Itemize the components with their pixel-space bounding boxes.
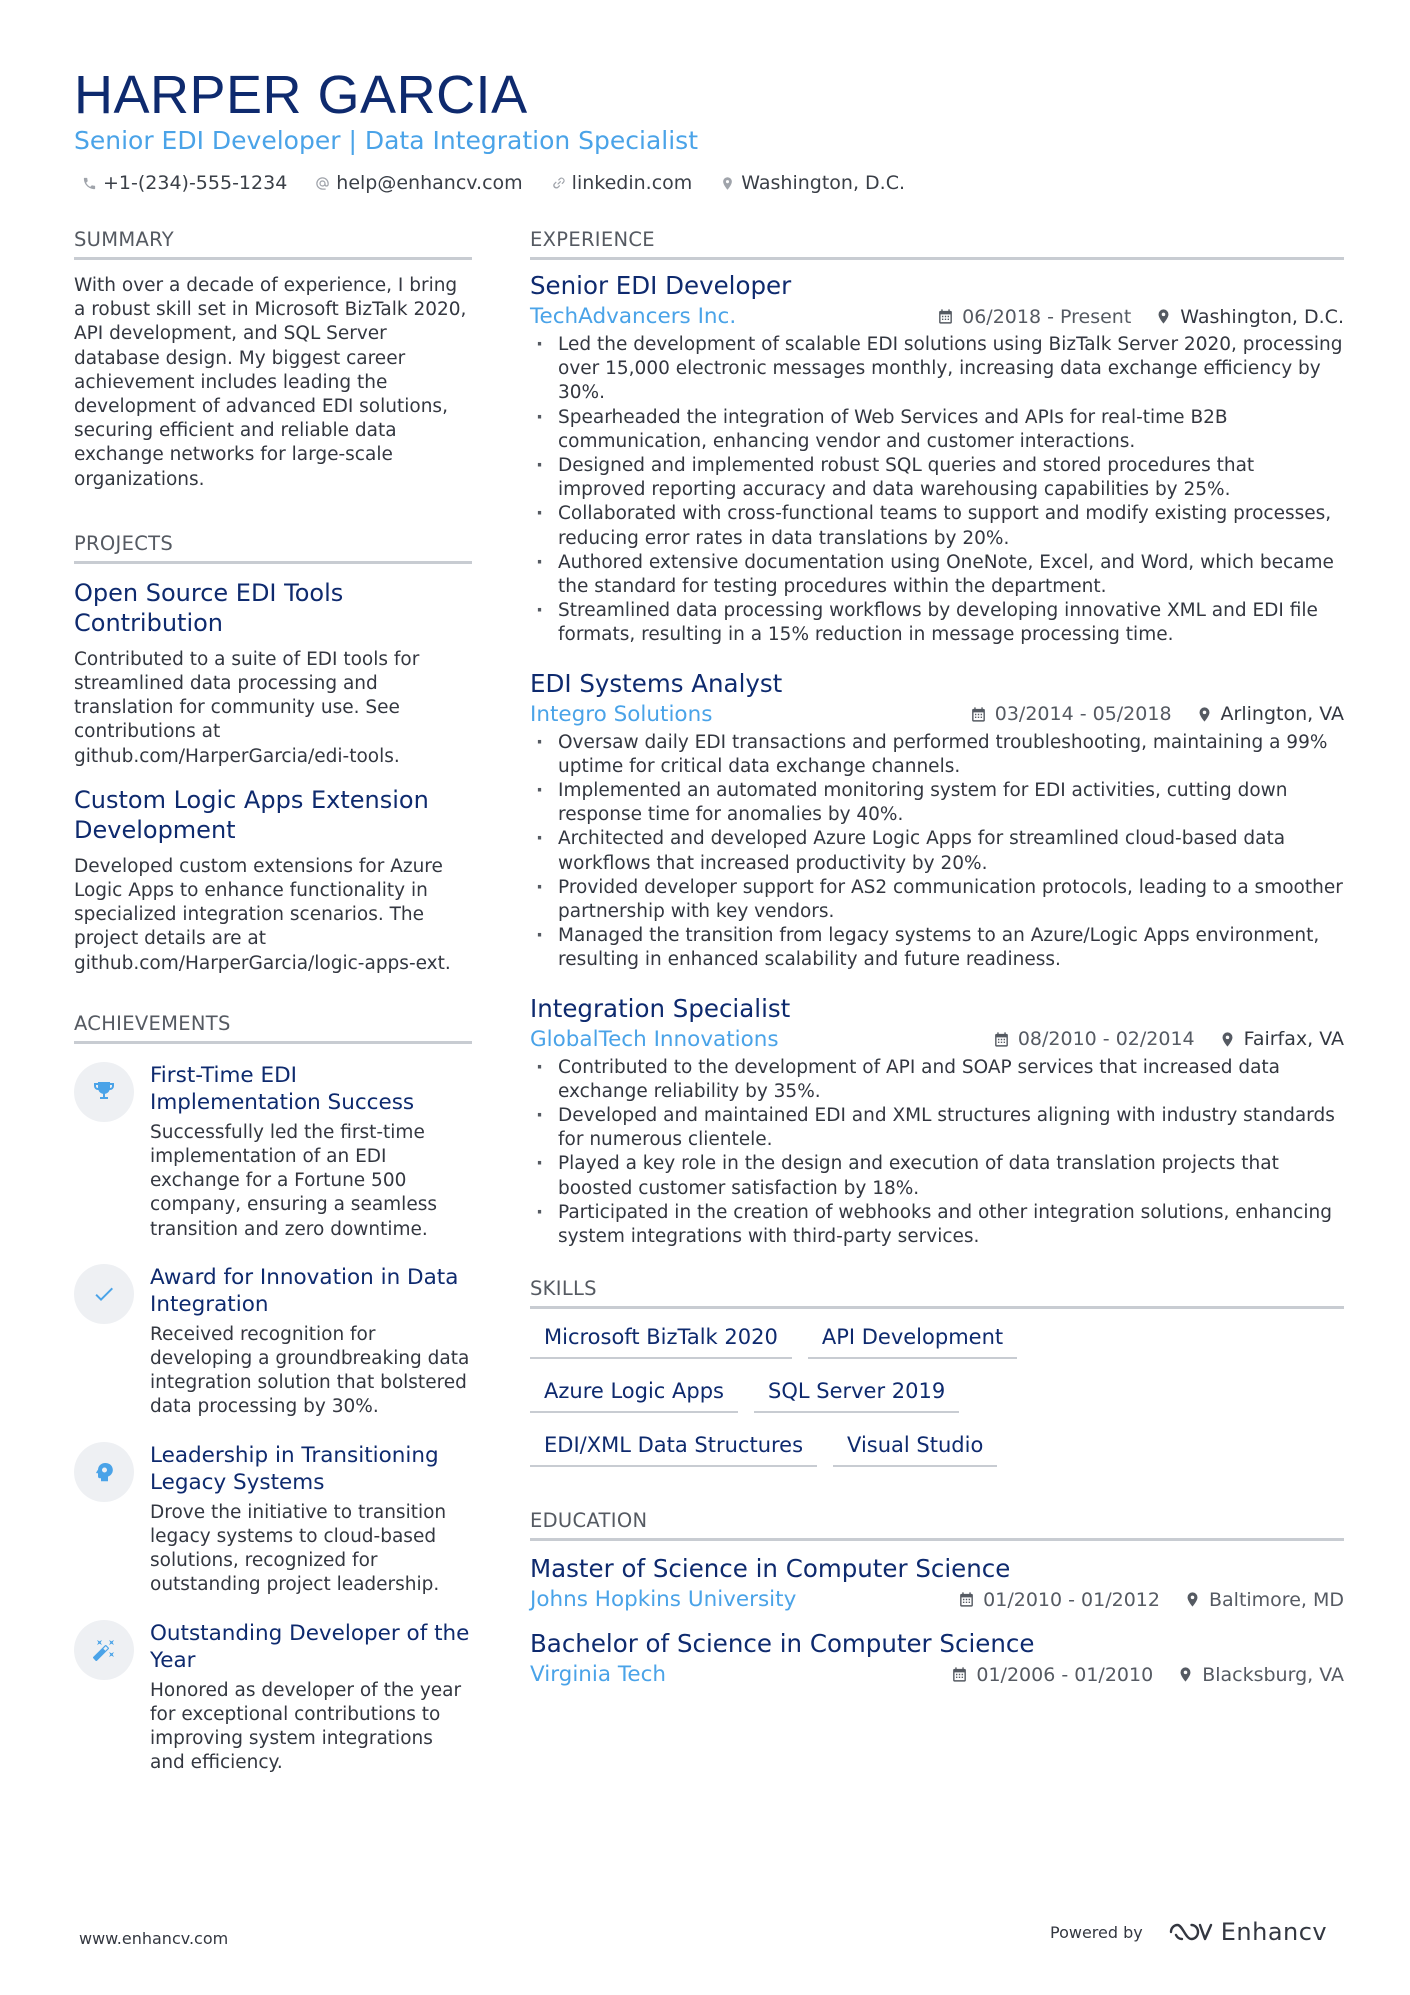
job-company: Integro Solutions	[530, 701, 713, 727]
brand-name: Enhancv	[1220, 1918, 1328, 1946]
link-icon	[551, 176, 566, 191]
education-location: Blacksburg, VA	[1202, 1663, 1344, 1686]
experience-heading: EXPERIENCE	[530, 228, 1344, 260]
projects-section	[74, 532, 472, 976]
location-pin-icon	[1155, 308, 1172, 325]
job-bullets	[530, 333, 1344, 648]
achievement-description: Successfully led the first-time implementation of an EDI exchange for a Fortune 500 company, ensuring a seamless transition and zero downtime.	[150, 1121, 437, 1240]
skill-tag: Microsoft BizTalk 2020	[530, 1319, 792, 1359]
projects-heading: PROJECTS	[74, 532, 472, 564]
project-description: Developed custom extensions for Azure Logic Apps to enhance functionality in specialized integration scenarios. The project details are at github.com/HarperGarcia/logic-apps-ext.	[74, 855, 451, 974]
job-title: EDI Systems Analyst	[530, 668, 783, 698]
calendar-icon	[958, 1591, 975, 1608]
education-section	[530, 1509, 1344, 1687]
contact-phone[interactable]	[82, 172, 287, 194]
achievement-item	[74, 1442, 472, 1598]
project-title: Open Source EDI Tools Contribution	[74, 578, 344, 637]
location-text: Washington, D.C.	[741, 172, 906, 194]
summary-section	[74, 228, 472, 492]
achievement-item	[74, 1620, 472, 1776]
job-bullet: · Played a key role in the design and execution of data translation projects that boosted customer satisfaction by 18%.	[530, 1152, 1344, 1200]
right-column	[530, 228, 1344, 1703]
degree-title: Master of Science in Computer Science	[530, 1554, 1011, 1584]
achievement-title: Outstanding Developer of the Year	[150, 1620, 470, 1673]
job-dates: 03/2014 - 05/2018	[994, 703, 1172, 726]
skill-tag: EDI/XML Data Structures	[530, 1427, 817, 1467]
job-bullet: · Oversaw daily EDI transactions and performed troubleshooting, maintaining a 99% uptime for critical data exchange channels.	[530, 731, 1344, 779]
project-item	[74, 578, 472, 769]
contact-location	[720, 172, 905, 194]
job-bullet: · Designed and implemented robust SQL queries and stored procedures that improved reporting accuracy and data warehousing capabilities by 25%.	[530, 454, 1344, 502]
project-item	[74, 785, 472, 976]
skill-tag: SQL Server 2019	[754, 1373, 959, 1413]
achievement-title: Award for Innovation in Data Integration	[150, 1264, 459, 1317]
job-location: Fairfax, VA	[1243, 1028, 1344, 1051]
job-bullet: · Implemented an automated monitoring system for EDI activities, cutting down response time for anomalies by 40%.	[530, 779, 1344, 827]
job-bullet: · Developed and maintained EDI and XML structures aligning with industry standards for numerous clientele.	[530, 1104, 1344, 1152]
contact-email[interactable]	[315, 172, 522, 194]
job-dates: 08/2010 - 02/2014	[1017, 1028, 1195, 1051]
achievement-description: Honored as developer of the year for exceptional contributions to improving system integrations and efficiency.	[150, 1679, 462, 1774]
education-location: Baltimore, MD	[1208, 1588, 1344, 1611]
summary-heading: SUMMARY	[74, 228, 472, 260]
job-bullet: · Authored extensive documentation using OneNote, Excel, and Word, which became the standard for testing procedures within the department.	[530, 551, 1344, 599]
skills-heading: SKILLS	[530, 1277, 1344, 1309]
job-bullet: · Provided developer support for AS2 communication protocols, leading to a smoother partnership with key vendors.	[530, 876, 1344, 924]
job-bullet: · Spearheaded the integration of Web Services and APIs for real-time B2B communication, enhancing vendor and customer interactions.	[530, 406, 1344, 454]
linkedin-text: linkedin.com	[571, 172, 693, 194]
job-title: Senior EDI Developer	[530, 271, 792, 300]
job-location: Arlington, VA	[1220, 703, 1344, 726]
phone-text: +1-(234)-555-1234	[103, 172, 288, 194]
calendar-icon	[937, 308, 954, 325]
achievement-title: Leadership in Transitioning Legacy Systems	[150, 1442, 439, 1495]
at-icon	[315, 176, 330, 191]
job-company: GlobalTech Innovations	[530, 1026, 779, 1052]
school-name: Johns Hopkins University	[530, 1587, 797, 1613]
location-pin-icon	[1177, 1666, 1194, 1683]
job-dates: 06/2018 - Present	[962, 305, 1132, 328]
location-pin-icon	[1184, 1591, 1201, 1608]
candidate-name: HARPER GARCIA	[74, 65, 528, 125]
email-text: help@enhancv.com	[336, 172, 523, 194]
skill-tag: API Development	[808, 1319, 1017, 1359]
project-title: Custom Logic Apps Extension Development	[74, 785, 429, 844]
summary-text: With over a decade of experience, I bring a robust skill set in Microsoft BizTalk 2020, API development, and SQL Server database design. My biggest career achievement includes leading the development of advanced EDI solutions, securing efficient and reliable data exchange networks for large-scale organizations.	[74, 275, 467, 490]
contact-linkedin[interactable]	[551, 172, 693, 194]
achievements-section	[74, 1012, 472, 1775]
job-bullet: · Contributed to the development of API and SOAP services that increased data exchange reliability by 35%.	[530, 1056, 1344, 1104]
education-heading: EDUCATION	[530, 1509, 1344, 1541]
education-entry	[530, 1628, 1344, 1687]
location-pin-icon	[720, 176, 735, 191]
checkmark-icon	[74, 1264, 134, 1324]
job-location: Washington, D.C.	[1180, 305, 1344, 328]
calendar-icon	[993, 1031, 1010, 1048]
achievement-title: First-Time EDI Implementation Success	[150, 1062, 415, 1115]
skills-list	[530, 1319, 1230, 1467]
achievement-item	[74, 1062, 472, 1242]
magic-wand-icon	[74, 1620, 134, 1680]
experience-section	[530, 228, 1344, 1249]
contact-bar	[82, 172, 905, 194]
achievement-item	[74, 1264, 472, 1420]
job-entry	[530, 993, 1344, 1250]
trophy-icon	[74, 1062, 134, 1122]
calendar-icon	[951, 1666, 968, 1683]
left-column	[74, 228, 472, 1797]
job-bullet: · Architected and developed Azure Logic Apps for streamlined cloud-based data workflows that increased productivity by 20%.	[530, 827, 1344, 875]
enhancv-logo[interactable]	[1167, 1918, 1327, 1946]
education-dates: 01/2006 - 01/2010	[976, 1663, 1154, 1686]
education-dates: 01/2010 - 01/2012	[983, 1588, 1160, 1611]
job-entry	[530, 270, 1344, 648]
job-bullet: · Participated in the creation of webhooks and other integration solutions, enhancing system integrations with third-party services.	[530, 1201, 1344, 1249]
job-bullet: · Collaborated with cross-functional teams to support and modify existing processes, reducing error rates in data translations by 20%.	[530, 502, 1344, 550]
skill-tag: Azure Logic Apps	[530, 1373, 738, 1413]
head-idea-icon	[74, 1442, 134, 1502]
calendar-icon	[970, 706, 987, 723]
phone-icon	[82, 176, 97, 191]
achievements-heading: ACHIEVEMENTS	[74, 1012, 472, 1044]
job-entry	[530, 668, 1344, 973]
achievement-description: Drove the initiative to transition legacy systems to cloud-based solutions, recognized for outstanding project leadership.	[150, 1501, 447, 1596]
enhancv-logo-icon	[1167, 1920, 1213, 1944]
job-company: TechAdvancers Inc.	[530, 304, 737, 329]
candidate-title: Senior EDI Developer | Data Integration Specialist	[74, 126, 699, 155]
job-title: Integration Specialist	[530, 993, 791, 1023]
location-pin-icon	[1196, 706, 1213, 723]
footer-website[interactable]: www.enhancv.com	[79, 1929, 229, 1948]
job-bullets	[530, 1056, 1344, 1250]
school-name: Virginia Tech	[530, 1662, 667, 1688]
job-bullets	[530, 731, 1344, 973]
job-bullet: · Streamlined data processing workflows by developing innovative XML and EDI file formats, resulting in a 15% reduction in message processing time.	[530, 599, 1344, 647]
job-bullet: · Managed the transition from legacy systems to an Azure/Logic Apps environment, resulting in enhanced scalability and future readiness.	[530, 924, 1344, 972]
achievement-description: Received recognition for developing a groundbreaking data integration solution that bolstered data processing by 30%.	[150, 1323, 470, 1418]
degree-title: Bachelor of Science in Computer Science	[530, 1629, 1035, 1659]
powered-by-text: Powered by	[1050, 1922, 1143, 1942]
project-description: Contributed to a suite of EDI tools for streamlined data processing and translation for community use. See contributions at github.com/HarperGarcia/edi-tools.	[74, 648, 420, 767]
location-pin-icon	[1219, 1031, 1236, 1048]
skill-tag: Visual Studio	[833, 1427, 997, 1467]
job-bullet: · Led the development of scalable EDI solutions using BizTalk Server 2020, processing over 15,000 electronic messages monthly, increasing data exchange efficiency by 30%.	[530, 333, 1344, 406]
footer-branding	[1050, 1918, 1327, 1946]
skills-section	[530, 1277, 1344, 1467]
education-entry	[530, 1553, 1344, 1612]
